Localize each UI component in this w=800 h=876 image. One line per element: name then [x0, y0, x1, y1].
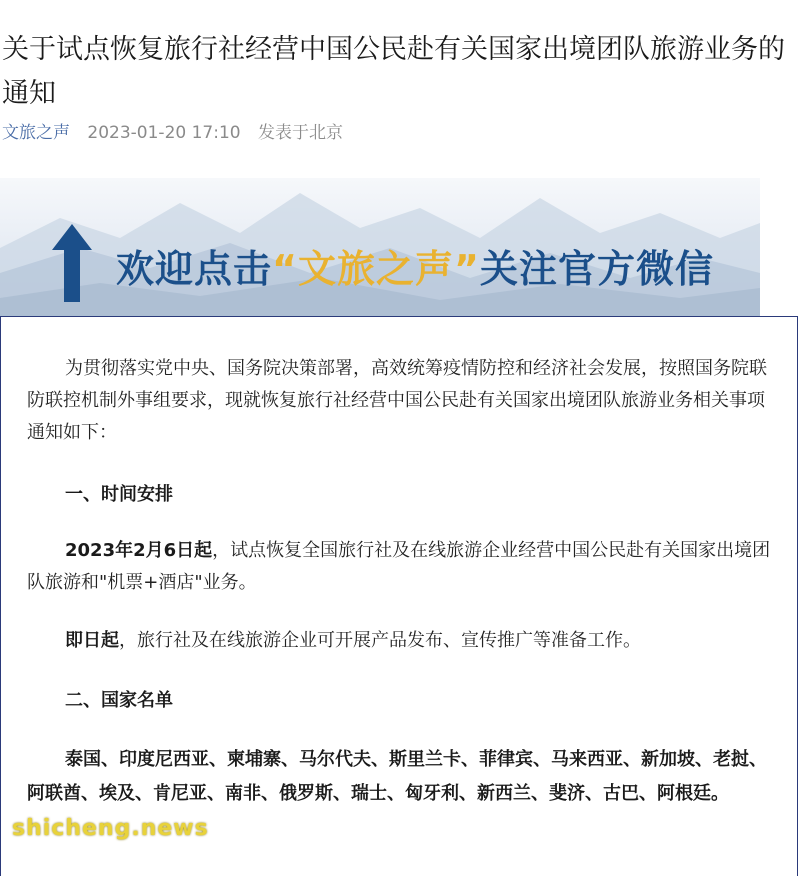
article-date: 2023-01-20 17:10 [87, 123, 241, 143]
article-meta [2, 118, 343, 143]
up-arrow-icon [52, 224, 92, 302]
schedule-paragraph-1 [27, 535, 779, 599]
article-title: 关于试点恢复旅行社经营中国公民赴有关国家出境团队旅游业务的通知 [2, 34, 785, 109]
schedule-start: 即日起 [65, 630, 119, 651]
banner-text [116, 238, 714, 293]
article-location: 发表于北京 [258, 123, 344, 143]
country-list: 泰国、印度尼西亚、柬埔寨、马尔代夫、斯里兰卡、菲律宾、马来西亚、新加坡、老挝、阿联酋、埃及、肯尼亚、南非、俄罗斯、瑞士、匈牙利、新西兰、斐济、古巴、阿根廷。 [27, 749, 767, 804]
notice-content [0, 316, 798, 876]
schedule-paragraph-2 [27, 625, 779, 657]
schedule-date: 2023年2月6日起 [65, 540, 213, 561]
section-heading-schedule: 一、时间安排 [65, 484, 173, 505]
banner-prefix: 欢迎点击 [116, 247, 273, 291]
watermark: shicheng.news [12, 816, 209, 841]
banner-suffix: 关注官方微信 [479, 247, 714, 291]
article-source[interactable]: 文旅之声 [2, 123, 70, 143]
intro-paragraph: 为贯彻落实党中央、国务院决策部署，高效统筹疫情防控和经济社会发展，按照国务院联防联控机制外事组要求，现就恢复旅行社经营中国公民赴有关国家出境团队旅游业务相关事项通知如下： [27, 358, 767, 443]
schedule-text-1: ，试点恢复全国旅行社及在线旅游企业经营中国公民赴有关国家出境团队旅游和"机票+酒店"业务。 [27, 540, 771, 593]
schedule-text-2: ，旅行社及在线旅游企业可开展产品发布、宣传推广等准备工作。 [119, 630, 641, 651]
section-heading-countries: 二、国家名单 [65, 690, 173, 711]
banner-highlight: “文旅之声” [272, 247, 480, 291]
